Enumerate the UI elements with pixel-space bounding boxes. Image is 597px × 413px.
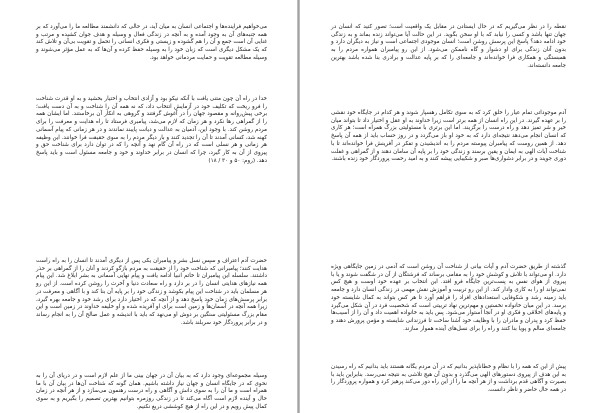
- paragraph: خدا در راه آن چون متنی یافت با آنکه نیکو بود و آزادی انتخاب و اختیار بخشید و به او قدرت شناخت را فرو ریخت که تکلیف خود در آزمایش انتخاب داد، که نه همه آن را شناخت و به آن دست یافت؛ برخی پیش‌روانه و مقصود جهان را در آغوش گرفتند و گروهی به انکار آن برخاستند. اما ایشان همه را از گمراهی رها نکرد و هر زمان که لازم می‌شد، پیامبری فرستاد تا راه هدایت و معرفت را برای مردم روشن کند. با وجود این، آدمیان به عدالت و دیانت پایبند نماندند و در هر زمانی که پیام آسمانی کهنه شد، کسانی آمدند تا آن را تجدید کنند و بار دیگر مردم را به سوی حقیقت فرا خوانند. این وظیفه هر زمانی و هر نسلی است که در راه آن گام نهد و آنچه را که در توان دارد برای شناخت حق و پیروی از آن به کار گیرد، چرا که انسان در برابر خداوند و خود و جامعه مسئول است و باید پاسخ دهد. (روم: ۵۰ و ۳۰ / ۱۸): [36, 96, 267, 164]
- paragraph: می‌خواهیم فرا‌ینده‌ها و اجتماعی انسان به میان آید، در حالی که دانشمند مطالعه ما را می‌آورد که بر همه جنبه‌های آن به وجود آمده و به آنچه در زندگی فعال و وسیله و هدف جوان کشیده و مرتب و غنایی آن است جمع و آن را هم گشوده و زیستی و فکری انسانی را تحمل و تقویت بی‌آن و تلاش کند که یک مشکل دیگری است که زبان خود را به وسیله حفظ کرده و آن‌ها که به عمل مؤثر می‌شوند و وسیله مطالعه تقویت و حمایت مردمانی خواهد بود.: [36, 24, 267, 61]
- paragraph: گذشته از طریق حضرت آدم و آیات بیانی از شناخت آن روشن است که آدمی در زمین جایگاهی ویژه دارد. او می‌تواند با تلاش و کوشش خود را به مقامی برساند که فرشتگان از آن در شگفت شوند و یا با پیروی از هوای نفس به پست‌ترین جایگاه فرو افتد. این انتخاب بر عهده خود اوست و هیچ کس نمی‌تواند او را به کاری وادار کند. از این رو تربیت و آموزش نقش مهمی در زندگی انسان دارد و جامعه باید زمینه رشد و شکوفایی استعدادهای افراد را فراهم آورد تا هر کس بتواند به کمال شایسته خود برسد. در این میان خانواده نخستین و مهم‌ترین نهاد تربیتی است که شخصیت فرد در آن شکل می‌گیرد و پایه‌های اخلاقی و فکری او در آنجا استوار می‌شود. پس باید به خانواده اهمیت داد و آن را از آسیب‌ها حفظ کرد و پدران و مادران را با وظایف خود آشنا ساخت تا فرزندانی شایسته و مؤمن پرورش دهند و جامعه‌ای سالم و پویا بنا کنند و راه را برای نسل‌های آینده هموار سازند.: [331, 264, 566, 332]
- paragraph: پیش از این که همه را با نظام و خطاناپذیر بدانیم که در آن مردم یگانه هستند باید بدانیم که راه رسیدن به این هدف از پیروی دستورهای الهی می‌گذرد و بدون آن هیچ تلاشی به نتیجه نمی‌رسد. بنابراین باید با بصیرت و آگاهی قدم برداشت و از هر آنچه ما را از این راه دور می‌کند پرهیز کرد و همواره پروردگار را در همه حال حاضر و ناظر دانست.: [331, 364, 566, 394]
- paragraph: نقطه را در نظر می‌گیریم که در حال ایستادن در مقابل یک واقعیت است؛ تصور کنید که انسان در جهان تنها باشد و کسی را نیابد که با او سخن بگوید. در این حالت آیا می‌تواند زنده بماند و به زندگی خود ادامه دهد؟ پاسخ این پرسش روشن است؛ انسان موجودی اجتماعی است و نیاز به دیگران دارد و بدون آنان زندگی برای او دشوار و گاه ناممکن می‌شود. از این رو پیامبران همواره مردم را به همبستگی و همکاری فرا خوانده‌اند و جامعه‌ای را که بر پایه عدالت و برادری بنا شده باشد بهترین جامعه دانسته‌اند.: [331, 24, 566, 69]
- paragraph: آدم موجوداتی تمام عیار را خلق کرد که به سوی تکامل رهسپار شوند و هر کدام در جایگاه خود نقشی را بر عهده گیرند. در این راه انسان از همه برتر است زیرا خداوند به او عقل و اختیار داد تا بتواند میان خیر و شر تمیز دهد و راه درست را برگزیند. اما این برتری با مسئولیتی بزرگ همراه است؛ هر کاری که انسان انجام می‌دهد نتیجه‌ای دارد که به خود او باز می‌گردد و در روز حساب باید از همه آن پاسخ دهد. از همین روست که پیامبران پیوسته مردم را به اندیشیدن و تفکر در آفرینش فرا خوانده‌اند تا با شناخت آیات الهی به ایمان و یقین برسند و زندگی خود را بر پایه آن سامان دهند و از گمراهی و غفلت دوری جویند و در برابر دشواری‌ها صبر و شکیبایی پیشه کنند و به امید رحمت پروردگار خود زنده باشند.: [331, 110, 566, 163]
- paragraph: وسیله مجموعه‌ای وجود دارد که به بیان آن در جهان بینی ما از علم لازم است و در دریای آن را به نحوی که در جایگاه انسان و جهان نیاز داشته باشیم. همان گونه که شناخت آن‌ها در بیان آن با ما همراه است و ما آن را به سوی دانش و آگاهی و راه درست رهنمون می‌سازد و از هر آنچه در زمان حال و آینده لازم است آگاه می‌کند تا در زندگی روزمره بتوانیم بهترین تصمیم را بگیریم و به سوی کمال پیش رویم و در این راه از هیچ کوششی دریغ نکنیم.: [36, 373, 267, 410]
- paragraph: حضرت آدم اعتراف و سپس نسل بشر و پیامبران یکی پس از دیگری آمدند تا انسان را به راه راست هدایت کنند؛ پیامبرانی که شناخت خود را از حقیقت به مردم بازگو کردند و آنان را از گمراهی بر حذر داشتند. سلسله این پیامبران تا خاتم انبیا ادامه یافت و پیام نهایی آسمانی به بشر ابلاغ شد. این پیام همه نیازهای هدایتی انسان را در بر دارد و راه سعادت دنیا و آخرت را روشن کرده است. از این رو هر مسلمان باید در شناخت این پیام بکوشد و زندگی خود را بر پایه آن بنا کند و با آگاهی و معرفت در برابر پرسش‌های زمان خود پاسخ دهد و از آنچه که در اختیار دارد برای رشد خود و جامعه بهره گیرد، زیرا همه آنچه در آسمان‌ها و زمین است برای او آفریده شده و او خلیفه خداوند در زمین است و این مقام بزرگ مسئولیتی سنگین بر دوش او می‌نهد که باید با اندیشه و عمل صالح آن را به انجام رساند و در برابر پروردگار خود سربلند باشد.: [36, 258, 267, 326]
- left-page: [0, 0, 297, 413]
- right-page: [300, 0, 597, 413]
